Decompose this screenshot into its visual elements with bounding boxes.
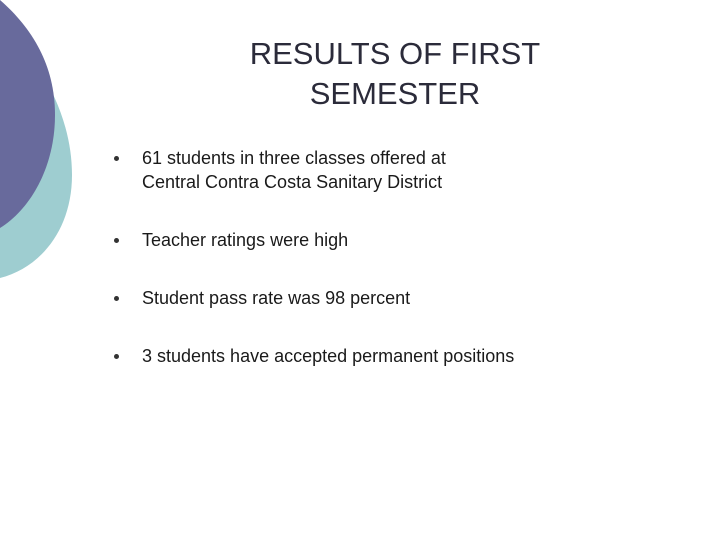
bullet-text-line: Central Contra Costa Sanitary District bbox=[142, 172, 443, 192]
bullet-text-line: 3 students have accepted permanent positions bbox=[142, 346, 515, 366]
bullet-dot-icon bbox=[114, 354, 119, 359]
slide-title bbox=[215, 34, 575, 114]
bullet-dot-icon bbox=[114, 296, 119, 301]
bullet-text-line: Student pass rate was 98 percent bbox=[142, 288, 411, 308]
bullet-dot-icon bbox=[114, 238, 119, 243]
title-line-1: RESULTS OF FIRST bbox=[249, 36, 541, 71]
bullet-item bbox=[112, 228, 672, 252]
bullet-text-line: 61 students in three classes offered at bbox=[142, 148, 446, 168]
bullet-item bbox=[112, 146, 672, 198]
bullet-list bbox=[112, 146, 672, 368]
bullet-text-line: Teacher ratings were high bbox=[142, 230, 349, 250]
title-line-2: SEMESTER bbox=[309, 76, 481, 111]
bullet-item bbox=[112, 286, 672, 310]
decorative-circles bbox=[0, 0, 90, 300]
bullet-item bbox=[112, 344, 672, 368]
bullet-dot-icon bbox=[114, 156, 119, 161]
